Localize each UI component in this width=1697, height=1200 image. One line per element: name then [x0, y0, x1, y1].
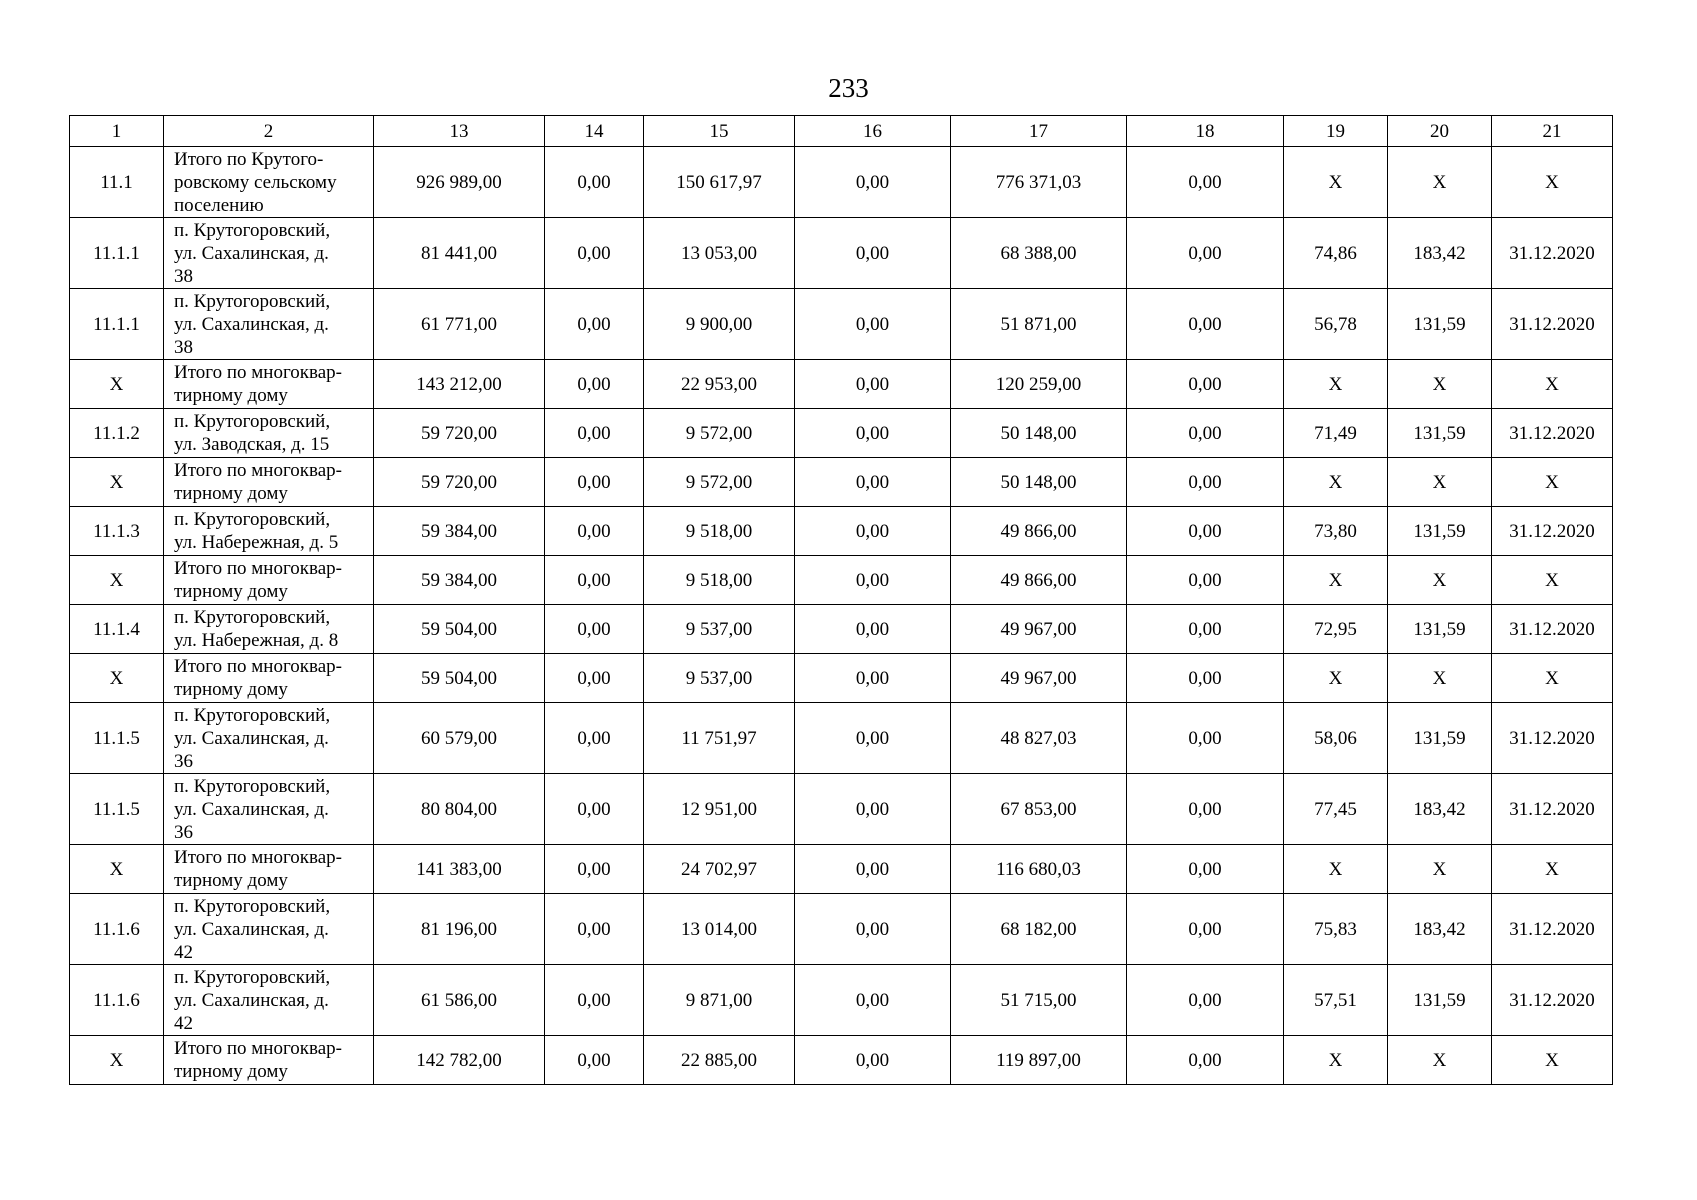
cell-col-18: 0,00 [1127, 605, 1284, 654]
table-row [70, 1036, 1613, 1085]
cell-col-17: 49 967,00 [951, 654, 1127, 703]
cell-col-1: 11.1.6 [70, 894, 164, 965]
address-line: п. Крутогоровский, [174, 509, 331, 530]
cell-col-19: Х [1284, 147, 1388, 218]
cell-col-14: 0,00 [545, 654, 644, 703]
cell-col-20: 183,42 [1388, 894, 1492, 965]
cell-col-13: 926 989,00 [374, 147, 545, 218]
page-number: 233 [828, 73, 869, 103]
cell-col-2 [164, 147, 374, 218]
cell-col-14: 0,00 [545, 147, 644, 218]
cell-col-16: 0,00 [795, 965, 951, 1036]
cell-col-18: 0,00 [1127, 556, 1284, 605]
cell-col-1: 11.1.5 [70, 703, 164, 774]
cell-col-14: 0,00 [545, 218, 644, 289]
cell-col-16: 0,00 [795, 147, 951, 218]
address-line: Итого по Крутого- [174, 148, 324, 170]
cell-col-15: 22 885,00 [644, 1036, 795, 1085]
address-line: Итого по многоквар- [174, 558, 342, 579]
cell-col-18: 0,00 [1127, 147, 1284, 218]
cell-col-13: 61 771,00 [374, 289, 545, 360]
cell-col-2 [164, 845, 374, 894]
cell-col-16: 0,00 [795, 507, 951, 556]
cell-col-2 [164, 458, 374, 507]
cell-col-2 [164, 360, 374, 409]
address-line: поселению [174, 194, 264, 216]
cell-col-14: 0,00 [545, 965, 644, 1036]
address-line: ул. Сахалинская, д. [174, 798, 329, 820]
cell-col-21: 31.12.2020 [1492, 774, 1613, 845]
cell-col-19: 72,95 [1284, 605, 1388, 654]
cell-col-16: 0,00 [795, 845, 951, 894]
address-line: тирному дому [174, 581, 288, 602]
table-row [70, 147, 1613, 218]
cell-col-1: 11.1.4 [70, 605, 164, 654]
address-line: ул. Сахалинская, д. [174, 989, 329, 1011]
cell-col-20: Х [1388, 556, 1492, 605]
cell-col-2 [164, 703, 374, 774]
cell-col-19: Х [1284, 556, 1388, 605]
cell-col-2 [164, 1036, 374, 1085]
cell-col-16: 0,00 [795, 1036, 951, 1085]
cell-col-15: 9 900,00 [644, 289, 795, 360]
cell-col-2 [164, 965, 374, 1036]
header-cell-col-16: 16 [795, 116, 951, 147]
cell-col-13: 60 579,00 [374, 703, 545, 774]
cell-col-21: 31.12.2020 [1492, 289, 1613, 360]
cell-col-17: 68 182,00 [951, 894, 1127, 965]
header-cell-col-1: 1 [70, 116, 164, 147]
cell-col-14: 0,00 [545, 894, 644, 965]
address-line: п. Крутогоровский, [174, 966, 331, 988]
cell-col-15: 12 951,00 [644, 774, 795, 845]
cell-col-20: 131,59 [1388, 289, 1492, 360]
table-row [70, 703, 1613, 774]
cell-col-2 [164, 289, 374, 360]
cell-col-19: 56,78 [1284, 289, 1388, 360]
cell-col-16: 0,00 [795, 703, 951, 774]
cell-col-13: 80 804,00 [374, 774, 545, 845]
cell-col-21: Х [1492, 556, 1613, 605]
cell-col-2 [164, 556, 374, 605]
cell-col-19: 74,86 [1284, 218, 1388, 289]
header-cell-col-13: 13 [374, 116, 545, 147]
header-row [70, 116, 1613, 147]
data-table [69, 115, 1613, 1085]
cell-col-17: 50 148,00 [951, 409, 1127, 458]
header-cell-col-18: 18 [1127, 116, 1284, 147]
cell-col-13: 59 720,00 [374, 458, 545, 507]
cell-col-15: 13 053,00 [644, 218, 795, 289]
cell-col-20: 131,59 [1388, 965, 1492, 1036]
table-row [70, 556, 1613, 605]
cell-col-14: 0,00 [545, 605, 644, 654]
address-line: ул. Набережная, д. 8 [174, 630, 339, 651]
cell-col-1: Х [70, 556, 164, 605]
cell-col-21: Х [1492, 654, 1613, 703]
cell-col-17: 51 715,00 [951, 965, 1127, 1036]
cell-col-19: 71,49 [1284, 409, 1388, 458]
address-line: ул. Сахалинская, д. [174, 918, 329, 940]
cell-col-15: 11 751,97 [644, 703, 795, 774]
cell-col-18: 0,00 [1127, 458, 1284, 507]
cell-col-15: 9 537,00 [644, 654, 795, 703]
header-cell-col-19: 19 [1284, 116, 1388, 147]
cell-col-20: 183,42 [1388, 218, 1492, 289]
cell-col-16: 0,00 [795, 654, 951, 703]
header-cell-col-17: 17 [951, 116, 1127, 147]
cell-col-1: 11.1.1 [70, 289, 164, 360]
cell-col-17: 49 967,00 [951, 605, 1127, 654]
cell-col-1: Х [70, 845, 164, 894]
cell-col-19: Х [1284, 654, 1388, 703]
table-row [70, 605, 1613, 654]
table-row [70, 409, 1613, 458]
cell-col-14: 0,00 [545, 507, 644, 556]
cell-col-18: 0,00 [1127, 507, 1284, 556]
cell-col-14: 0,00 [545, 703, 644, 774]
cell-col-17: 49 866,00 [951, 507, 1127, 556]
cell-col-20: Х [1388, 360, 1492, 409]
cell-col-17: 68 388,00 [951, 218, 1127, 289]
cell-col-21: 31.12.2020 [1492, 507, 1613, 556]
header-cell-col-2: 2 [164, 116, 374, 147]
cell-col-19: Х [1284, 1036, 1388, 1085]
cell-col-13: 59 720,00 [374, 409, 545, 458]
cell-col-13: 81 196,00 [374, 894, 545, 965]
cell-col-2 [164, 654, 374, 703]
cell-col-17: 49 866,00 [951, 556, 1127, 605]
cell-col-15: 9 518,00 [644, 556, 795, 605]
address-line: Итого по многоквар- [174, 362, 342, 383]
cell-col-13: 59 384,00 [374, 507, 545, 556]
cell-col-2 [164, 605, 374, 654]
address-line: ул. Набережная, д. 5 [174, 532, 339, 553]
cell-col-20: Х [1388, 845, 1492, 894]
table-row [70, 965, 1613, 1036]
cell-col-1: Х [70, 654, 164, 703]
address-line: Итого по многоквар- [174, 656, 342, 677]
address-line: п. Крутогоровский, [174, 895, 331, 917]
cell-col-17: 50 148,00 [951, 458, 1127, 507]
cell-col-2 [164, 774, 374, 845]
cell-col-15: 22 953,00 [644, 360, 795, 409]
address-line: Итого по многоквар- [174, 847, 342, 868]
table-row [70, 894, 1613, 965]
address-line: ул. Заводская, д. 15 [174, 434, 330, 455]
cell-col-14: 0,00 [545, 409, 644, 458]
cell-col-20: 131,59 [1388, 507, 1492, 556]
cell-col-14: 0,00 [545, 1036, 644, 1085]
cell-col-15: 9 537,00 [644, 605, 795, 654]
cell-col-14: 0,00 [545, 360, 644, 409]
address-line: тирному дому [174, 870, 288, 891]
address-line: Итого по многоквар- [174, 1038, 342, 1059]
cell-col-17: 48 827,03 [951, 703, 1127, 774]
cell-col-1: Х [70, 360, 164, 409]
table-row [70, 774, 1613, 845]
cell-col-18: 0,00 [1127, 774, 1284, 845]
cell-col-15: 13 014,00 [644, 894, 795, 965]
cell-col-16: 0,00 [795, 289, 951, 360]
cell-col-14: 0,00 [545, 845, 644, 894]
address-line: п. Крутогоровский, [174, 219, 331, 241]
cell-col-18: 0,00 [1127, 218, 1284, 289]
cell-col-18: 0,00 [1127, 409, 1284, 458]
cell-col-16: 0,00 [795, 218, 951, 289]
cell-col-15: 9 572,00 [644, 458, 795, 507]
address-line: Итого по многоквар- [174, 460, 342, 481]
cell-col-13: 81 441,00 [374, 218, 545, 289]
cell-col-17: 776 371,03 [951, 147, 1127, 218]
cell-col-1: Х [70, 458, 164, 507]
cell-col-17: 120 259,00 [951, 360, 1127, 409]
header-cell-col-21: 21 [1492, 116, 1613, 147]
cell-col-1: 11.1.3 [70, 507, 164, 556]
cell-col-14: 0,00 [545, 556, 644, 605]
cell-col-21: Х [1492, 845, 1613, 894]
cell-col-13: 59 384,00 [374, 556, 545, 605]
address-line: 38 [174, 336, 193, 358]
cell-col-19: 57,51 [1284, 965, 1388, 1036]
cell-col-15: 9 572,00 [644, 409, 795, 458]
cell-col-15: 9 518,00 [644, 507, 795, 556]
cell-col-20: Х [1388, 654, 1492, 703]
address-line: 36 [174, 750, 193, 772]
cell-col-15: 150 617,97 [644, 147, 795, 218]
cell-col-18: 0,00 [1127, 654, 1284, 703]
table-row [70, 845, 1613, 894]
cell-col-20: 131,59 [1388, 703, 1492, 774]
cell-col-20: Х [1388, 147, 1492, 218]
cell-col-20: 131,59 [1388, 605, 1492, 654]
table-row [70, 458, 1613, 507]
cell-col-16: 0,00 [795, 360, 951, 409]
cell-col-19: Х [1284, 845, 1388, 894]
cell-col-20: Х [1388, 1036, 1492, 1085]
address-line: тирному дому [174, 1061, 288, 1082]
address-line: п. Крутогоровский, [174, 290, 331, 312]
table-row [70, 654, 1613, 703]
table-row [70, 360, 1613, 409]
cell-col-17: 51 871,00 [951, 289, 1127, 360]
cell-col-16: 0,00 [795, 894, 951, 965]
cell-col-21: 31.12.2020 [1492, 703, 1613, 774]
cell-col-21: 31.12.2020 [1492, 409, 1613, 458]
cell-col-21: Х [1492, 147, 1613, 218]
cell-col-21: 31.12.2020 [1492, 218, 1613, 289]
cell-col-13: 59 504,00 [374, 605, 545, 654]
cell-col-18: 0,00 [1127, 965, 1284, 1036]
cell-col-13: 142 782,00 [374, 1036, 545, 1085]
cell-col-1: Х [70, 1036, 164, 1085]
cell-col-18: 0,00 [1127, 360, 1284, 409]
cell-col-19: 58,06 [1284, 703, 1388, 774]
cell-col-1: 11.1.6 [70, 965, 164, 1036]
header-cell-col-14: 14 [545, 116, 644, 147]
cell-col-17: 67 853,00 [951, 774, 1127, 845]
address-line: п. Крутогоровский, [174, 411, 331, 432]
cell-col-19: 73,80 [1284, 507, 1388, 556]
cell-col-15: 24 702,97 [644, 845, 795, 894]
cell-col-21: Х [1492, 458, 1613, 507]
address-line: ул. Сахалинская, д. [174, 727, 329, 749]
table-row [70, 218, 1613, 289]
address-line: ровскому сельскому [174, 171, 337, 193]
cell-col-2 [164, 507, 374, 556]
address-line: 42 [174, 1012, 193, 1034]
cell-col-13: 143 212,00 [374, 360, 545, 409]
cell-col-19: 77,45 [1284, 774, 1388, 845]
cell-col-16: 0,00 [795, 458, 951, 507]
cell-col-20: Х [1388, 458, 1492, 507]
cell-col-21: Х [1492, 360, 1613, 409]
cell-col-20: 183,42 [1388, 774, 1492, 845]
cell-col-15: 9 871,00 [644, 965, 795, 1036]
address-line: ул. Сахалинская, д. [174, 242, 329, 264]
address-line: тирному дому [174, 385, 288, 406]
cell-col-19: 75,83 [1284, 894, 1388, 965]
cell-col-16: 0,00 [795, 409, 951, 458]
cell-col-16: 0,00 [795, 556, 951, 605]
cell-col-18: 0,00 [1127, 289, 1284, 360]
cell-col-1: 11.1.5 [70, 774, 164, 845]
cell-col-18: 0,00 [1127, 894, 1284, 965]
cell-col-2 [164, 218, 374, 289]
address-line: ул. Сахалинская, д. [174, 313, 329, 335]
cell-col-16: 0,00 [795, 605, 951, 654]
header-cell-col-20: 20 [1388, 116, 1492, 147]
cell-col-14: 0,00 [545, 458, 644, 507]
address-line: тирному дому [174, 679, 288, 700]
cell-col-21: 31.12.2020 [1492, 605, 1613, 654]
cell-col-13: 61 586,00 [374, 965, 545, 1036]
address-line: 36 [174, 821, 193, 843]
cell-col-18: 0,00 [1127, 1036, 1284, 1085]
cell-col-1: 11.1.1 [70, 218, 164, 289]
address-line: п. Крутогоровский, [174, 704, 331, 726]
cell-col-2 [164, 894, 374, 965]
cell-col-21: Х [1492, 1036, 1613, 1085]
cell-col-18: 0,00 [1127, 703, 1284, 774]
cell-col-21: 31.12.2020 [1492, 894, 1613, 965]
table-row [70, 289, 1613, 360]
cell-col-14: 0,00 [545, 774, 644, 845]
cell-col-13: 141 383,00 [374, 845, 545, 894]
cell-col-13: 59 504,00 [374, 654, 545, 703]
header-cell-col-15: 15 [644, 116, 795, 147]
cell-col-16: 0,00 [795, 774, 951, 845]
cell-col-21: 31.12.2020 [1492, 965, 1613, 1036]
address-line: 42 [174, 941, 193, 963]
cell-col-17: 116 680,03 [951, 845, 1127, 894]
address-line: п. Крутогоровский, [174, 775, 331, 797]
cell-col-18: 0,00 [1127, 845, 1284, 894]
cell-col-2 [164, 409, 374, 458]
cell-col-17: 119 897,00 [951, 1036, 1127, 1085]
cell-col-20: 131,59 [1388, 409, 1492, 458]
address-line: 38 [174, 265, 193, 287]
address-line: п. Крутогоровский, [174, 607, 331, 628]
cell-col-1: 11.1.2 [70, 409, 164, 458]
cell-col-1: 11.1 [70, 147, 164, 218]
cell-col-19: Х [1284, 458, 1388, 507]
table-row [70, 507, 1613, 556]
cell-col-14: 0,00 [545, 289, 644, 360]
cell-col-19: Х [1284, 360, 1388, 409]
address-line: тирному дому [174, 483, 288, 504]
